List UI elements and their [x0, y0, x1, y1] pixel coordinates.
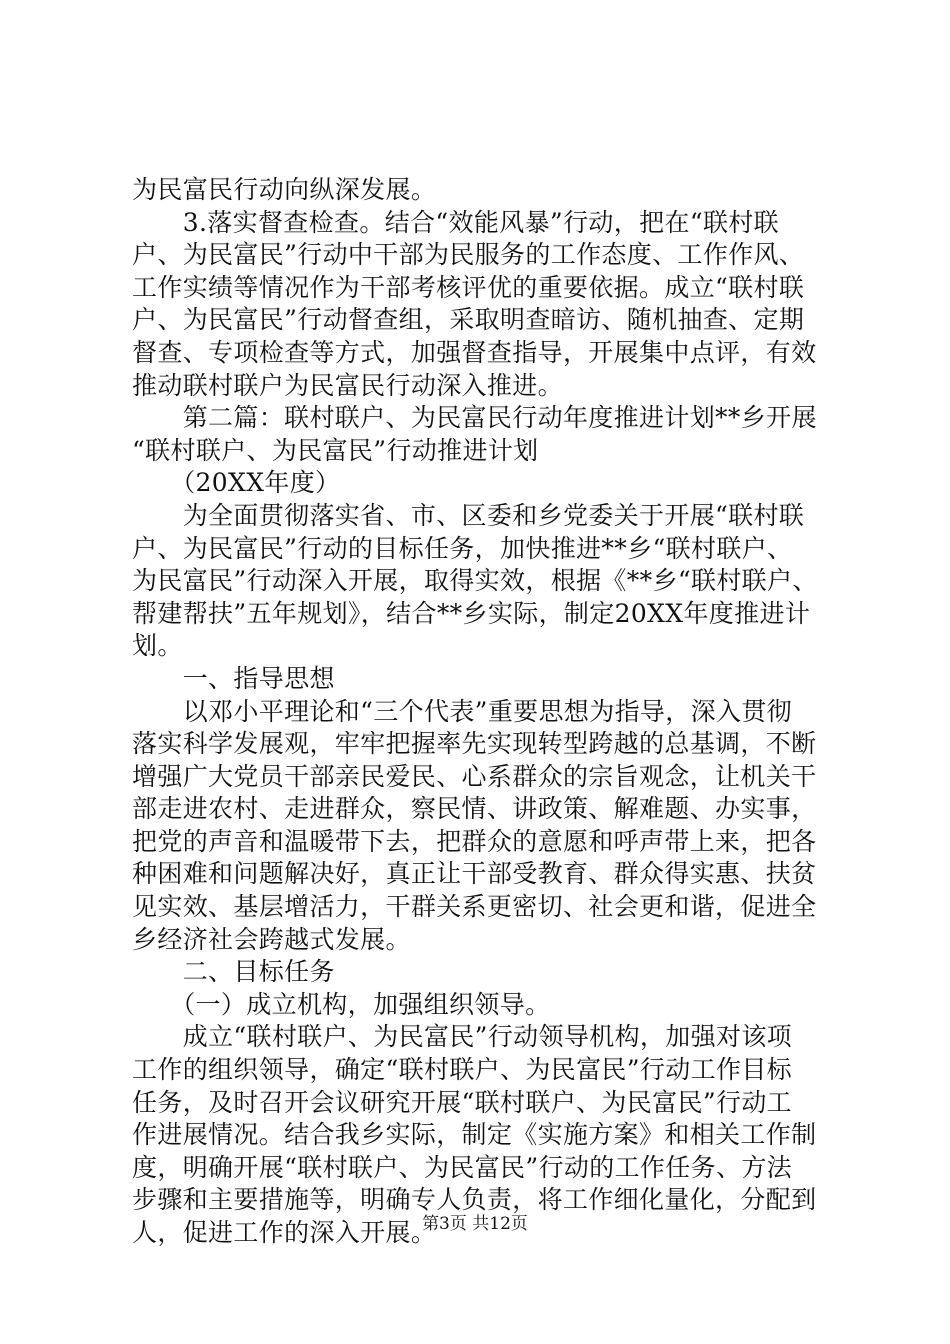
document-body [132, 174, 832, 1250]
text-line: 成立“联村联户、为民富民”行动领导机构，加强对该项 [132, 1022, 793, 1052]
text-line: 种困难和问题解决好，真正让干部受教育、群众得实惠、扶贫 [132, 859, 817, 889]
text-line: 作进展情况。结合我乡实际，制定《实施方案》和相关工作制 [132, 1120, 817, 1150]
text-line: 见实效、基层增活力，干群关系更密切、社会更和谐，促进全 [132, 892, 817, 922]
text-line: 度，明确开展“联村联户、为民富民”行动的工作任务、方法 [132, 1152, 793, 1182]
text-line: 乡经济社会跨越式发展。 [132, 924, 411, 954]
text-line: 工作的组织领导，确定“联村联户、为民富民”行动工作目标 [132, 1055, 793, 1085]
year-label: （20XX年度） [132, 468, 341, 498]
text-line: 以邓小平理论和“三个代表”重要思想为指导，深入贯彻 [132, 696, 793, 726]
text-line: 3.落实督查检查。结合“效能风暴”行动，把在“联村联 [132, 207, 779, 237]
subheading-organization: （一）成立机构，加强组织领导。 [132, 989, 551, 1019]
text-line: 为民富民”行动深入开展，取得实效，根据《**乡“联村联户、 [132, 566, 818, 596]
text-line: 户、为民富民”行动的目标任务，加快推进**乡“联村联户、 [132, 533, 793, 563]
text-line: 任务，及时召开会议研究开展“联村联户、为民富民”行动工 [132, 1087, 793, 1117]
text-line: 划。 [132, 631, 183, 661]
text-line: 把党的声音和温暖带下去，把群众的意愿和呼声带上来，把各 [132, 826, 817, 856]
text-line: 户、为民富民”行动中干部为民服务的工作态度、工作作风、 [132, 240, 805, 270]
page-number-footer: 第3页 共12页 [422, 1214, 528, 1234]
text-line: 为民富民行动向纵深发展。 [132, 175, 437, 204]
text-line: 步骤和主要措施等，明确专人负责，将工作细化量化，分配到 [132, 1185, 817, 1215]
text-line: 督查、专项检查等方式，加强督查指导，开展集中点评，有效 [132, 337, 817, 367]
text-line: 增强广大党员干部亲民爱民、心系群众的宗旨观念，让机关干 [132, 761, 817, 791]
text-line: 部走进农村、走进群众，察民情、讲政策、解难题、办实事， [132, 794, 817, 824]
subheading-guiding-ideology: 一、指导思想 [132, 663, 335, 693]
text-line: 推动联村联户为民富民行动深入推进。 [132, 370, 563, 400]
text-line: 工作实绩等情况作为干部考核评优的重要依据。成立“联村联 [132, 272, 805, 302]
subheading-objectives: 二、目标任务 [132, 957, 335, 987]
text-line: 为全面贯彻落实省、市、区委和乡党委关于开展“联村联 [132, 500, 805, 530]
section-heading-line: 第二篇：联村联户、为民富民行动年度推进计划**乡开展 [132, 403, 817, 433]
text-line: 人，促进工作的深入开展。 [132, 1218, 437, 1247]
section-heading-line: “联村联户、为民富民”行动推进计划 [132, 435, 539, 465]
text-line: 帮建帮扶”五年规划》，结合**乡实际，制定20XX年度推进计 [132, 598, 811, 628]
text-line: 户、为民富民”行动督查组，采取明查暗访、随机抽查、定期 [132, 305, 805, 335]
text-line: 落实科学发展观，牢牢把握率先实现转型跨越的总基调，不断 [132, 729, 817, 759]
